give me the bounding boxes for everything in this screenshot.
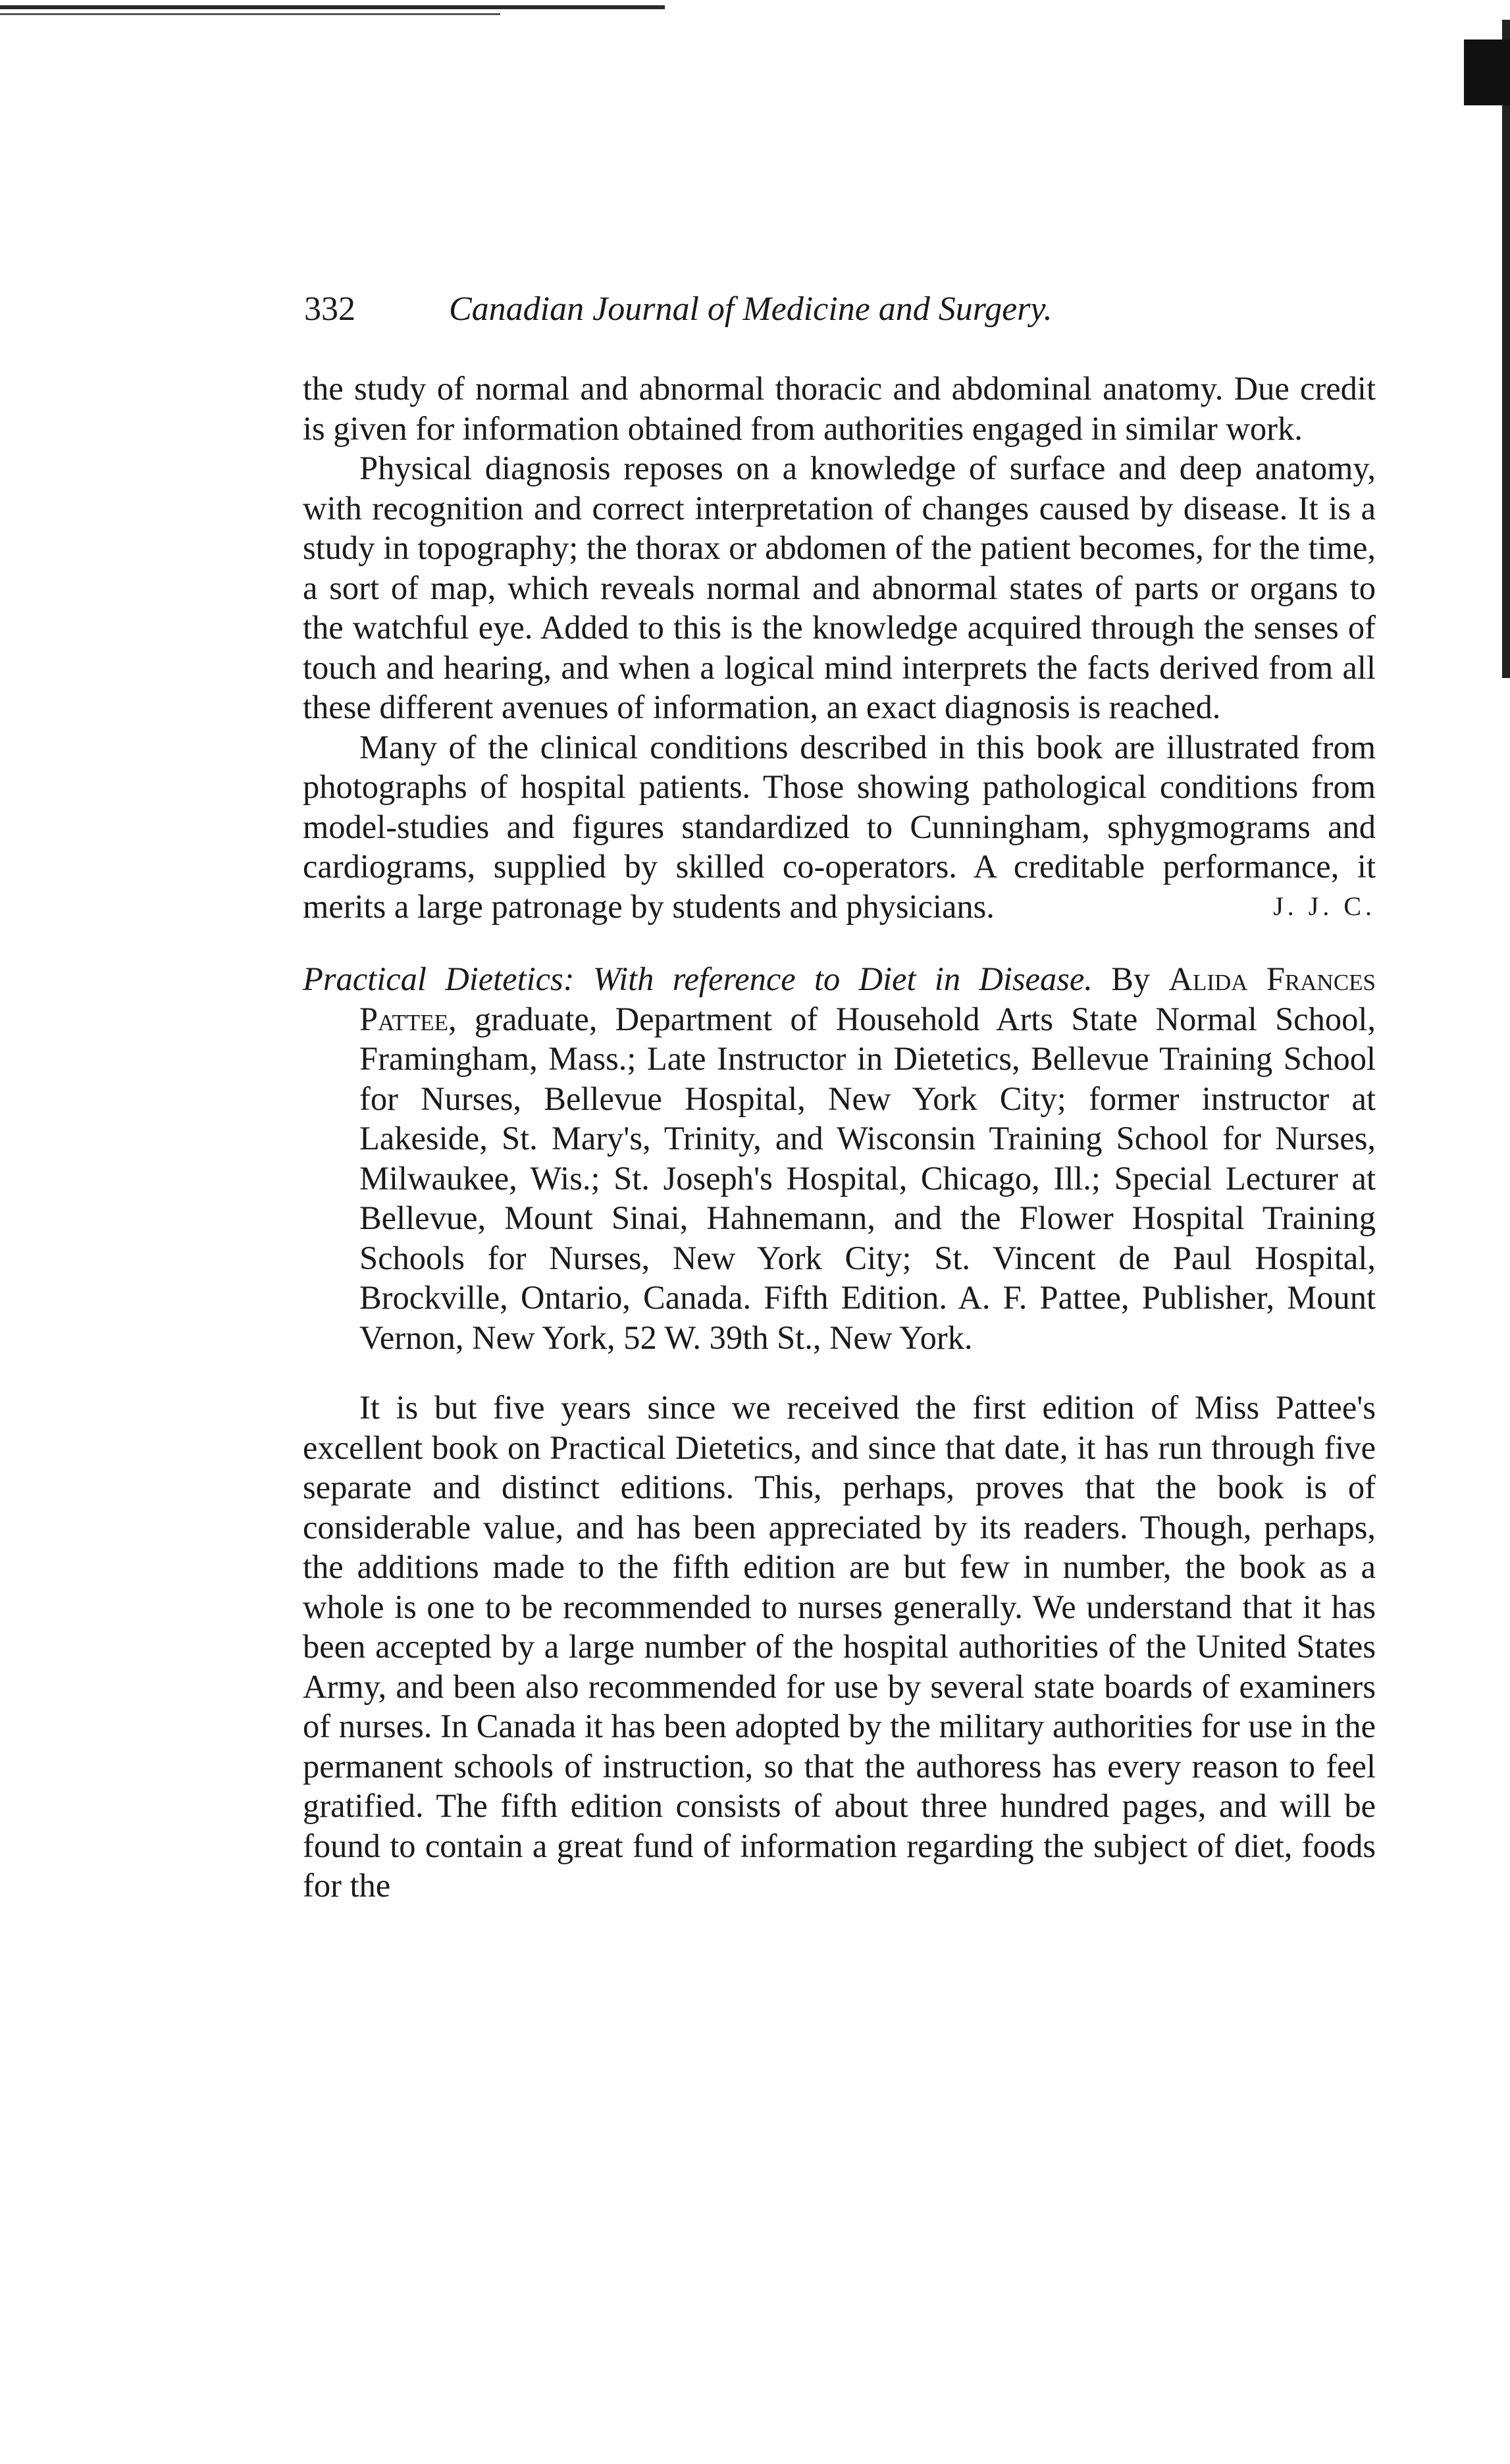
review1-paragraph-3	[303, 727, 1376, 927]
book-citation	[303, 959, 1376, 1357]
book-author: Alida Frances Pattee,	[359, 960, 1376, 1037]
top-scan-rule-secondary	[0, 13, 500, 15]
book-by: By	[1111, 960, 1151, 997]
right-scan-blot	[1464, 39, 1510, 105]
running-head: Canadian Journal of Medicine and Surgery.	[449, 290, 1053, 328]
right-scan-edge	[1502, 20, 1510, 678]
page-number: 332	[304, 290, 355, 328]
reviewer-signature: J. J. C.	[1273, 891, 1376, 921]
review1-paragraph-1: the study of normal and abnormal thoracic and abdominal anatomy. Due credit is given for information obtained from authorities engaged in similar work.	[303, 370, 1376, 447]
page-content	[303, 369, 1376, 1906]
top-scan-rule	[0, 5, 665, 9]
book-title: Practical Dietetics: With reference to Diet in Disease.	[303, 960, 1093, 997]
book-credentials: graduate, Department of Household Arts State Normal School, Framingham, Mass.; Late Instructor in Dietetics, Bellevue Training School for Nurses, Bellevue Hospital, New York City; former instructor at Lakeside, St. Mary's, Trinity, and Wisconsin Training School for Nurses, Milwaukee, Wis.; St. Joseph's Hospital, Chicago, Ill.; Special Lecturer at Bellevue, Mount Sinai, Hahnemann, and the Flower Hospital Training Schools for Nurses, New York City; St. Vincent de Paul Hospital, Brockville, Ontario, Canada. Fifth Edition. A. F. Pattee, Publisher, Mount Vernon, New York, 52 W. 39th St., New York.	[359, 1000, 1376, 1356]
review1-paragraph-3-text: Many of the clinical conditions described in this book are illustrated from photographs of hospital patients. Those showing pathological conditions from model-studies and figures standardized to Cunningham, sphygmograms and cardiograms, supplied by skilled co-operators. A creditable performance, it merits a large patronage by students and physicians.	[303, 728, 1376, 925]
review1-paragraph-2: Physical diagnosis reposes on a knowledge of surface and deep anatomy, with recognition and correct interpretation of changes caused by disease. It is a study in topography; the thorax or abdomen of the patient becomes, for the time, a sort of map, which reveals normal and abnormal states of parts or organs to the watchful eye. Added to this is the knowledge acquired through the senses of touch and hearing, and when a logical mind interprets the facts derived from all these different avenues of information, an exact diagnosis is reached.	[303, 450, 1376, 725]
page-header	[304, 290, 1357, 342]
review2-body: It is but five years since we received the first edition of Miss Pattee's excellent book on Practical Dietetics, and since that date, it has run through five separate and distinct editions. This, perhaps, proves that the book is of considerable value, and has been appreciated by its readers. Though, perhaps, the additions made to the fifth edition are but few in number, the book as a whole is one to be recommended to nurses generally. We understand that it has been accepted by a large number of the hospital authorities of the United States Army, and been also recommended for use by several state boards of examiners of nurses. In Canada it has been adopted by the military authorities for use in the permanent schools of instruction, so that the authoress has every reason to feel gratified. The fifth edition consists of about three hundred pages, and will be found to contain a great fund of information regarding the subject of diet, foods for the	[303, 1389, 1376, 1904]
